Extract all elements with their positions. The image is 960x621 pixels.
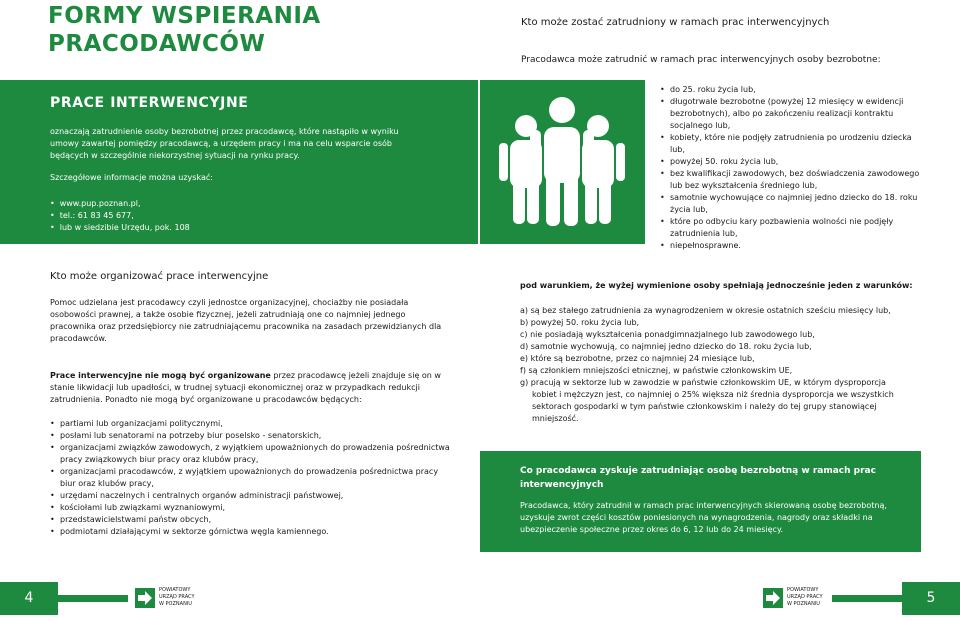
people-group-icon <box>494 92 630 232</box>
list-item: • samotnie wychowujące co najmniej jedno dziecko do 18. roku życia lub, <box>660 192 925 216</box>
benefits-text: Pracodawca, który zatrudnił w ramach prac interwencyjnych skierowaną osobę bezrobotną, uzyskuje zwrot części kosztów poniesionych na wynagrodzenia, nagrody oraz składki na ubezpieczenie społeczne przez okres do 6, 12 lub do 24 miesięcy. <box>520 501 887 534</box>
list-item: d) samotnie wychowują, co najmniej jedno dziecko do 18. roku życia lub, <box>520 342 812 351</box>
intro-panel-title: PRACE INTERWENCYJNE <box>50 95 249 111</box>
logo-text <box>787 587 823 608</box>
list-item: • niepełnosprawne. <box>660 240 925 252</box>
list-item: • partiami lub organizacjami politycznymi, <box>50 418 450 430</box>
logo-text <box>159 587 195 608</box>
intro-panel-description: oznaczają zatrudnienie osoby bezrobotnej przez pracodawcę, które nastąpiło w wyniku umowy zawartej pomiędzy pracodawcą, a urzędem pracy i ma na celu wsparcie osób będących w szczególnie niekorzystnej sytuacji na rynku pracy. <box>50 127 399 160</box>
pup-logo-right <box>763 585 833 615</box>
logo-line: POWIATOWY <box>159 587 191 593</box>
page-title: FORMY WSPIERANIA PRACODAWCÓW <box>48 3 321 57</box>
conditions-title: pod warunkiem, że wyżej wymienione osoby spełniają jednocześnie jeden z warunków: <box>520 281 913 290</box>
list-item: f) są członkiem mniejszości etnicznej, w państwie członkowskim UE, <box>520 366 793 375</box>
list-item: b) powyżej 50. roku życia lub, <box>520 318 640 327</box>
page-number-left: 4 <box>0 582 58 615</box>
list-item: • kobiety, które nie podjęły zatrudnienia po urodzeniu dziecka lub, <box>660 132 925 156</box>
benefits-title: Co pracodawca zyskuje zatrudniając osobę bezrobotną w ramach prac interwencyjnych <box>520 466 876 490</box>
conditions-list <box>520 305 900 425</box>
logo-line: W POZNANIU <box>787 601 820 607</box>
list-item: • kościołami lub związkami wyznaniowymi, <box>50 502 450 514</box>
list-item: g) pracują w sektorze lub w zawodzie w państwie członkowskim UE, w którym dysproporcja kobiet i mężczyzn jest, co najmniej o 25% większa niż średnia dysproporcja we wszystkich sektorach gospodarki w tym państwie członkowskim i należy do tej grupy stanowiącej mniejszość. <box>520 378 894 423</box>
contact-phone: • tel.: 61 83 45 677, <box>50 210 190 222</box>
arrow-logo-icon <box>763 588 783 608</box>
footer-bar-left <box>58 595 128 602</box>
list-item: • podmiotami działającymi w sektorze górnictwa węgla kamiennego. <box>50 526 450 538</box>
list-item: • przedstawicielstwami państw obcych, <box>50 514 450 526</box>
list-item: • organizacjami związków zawodowych, z wyjątkiem upoważnionych do prowadzenia pośrednictwa pracy związkowych biur pracy oraz klubów pracy, <box>50 442 450 466</box>
excluded-employers-list <box>50 418 450 538</box>
more-info-label: Szczegółowe informacje można uzyskać: <box>50 173 213 182</box>
people-icon-panel <box>480 80 645 244</box>
arrow-logo-icon <box>135 588 155 608</box>
list-item: • długotrwale bezrobotne (powyżej 12 miesięcy w ewidencji bezrobotnych), albo po zakończeniu realizacji kontraktu socjalnego lub, <box>660 96 925 132</box>
intro-panel <box>0 80 478 244</box>
benefits-panel <box>480 451 921 552</box>
eligible-list <box>660 84 925 252</box>
restriction-emphasis: Prace interwencyjne nie mogą być organizowane <box>50 371 271 380</box>
contact-list <box>50 198 190 234</box>
list-item: • bez kwalifikacji zawodowych, bez doświadczenia zawodowego lub bez wykształcenia średniego lub, <box>660 168 925 192</box>
list-item: • które po odbyciu kary pozbawienia wolności nie podjęły zatrudnienia lub, <box>660 216 925 240</box>
list-item: • do 25. roku życia lub, <box>660 84 925 96</box>
logo-line: URZĄD PRACY <box>787 594 823 600</box>
eligible-section-intro: Pracodawca może zatrudnić w ramach prac interwencyjnych osoby bezrobotne: <box>521 55 881 65</box>
logo-line: POWIATOWY <box>787 587 819 593</box>
logo-line: W POZNANIU <box>159 601 192 607</box>
pup-logo-left <box>135 585 205 615</box>
list-item: • urzędami naczelnych i centralnych organów administracji państwowej, <box>50 490 450 502</box>
restriction-paragraph <box>50 370 450 406</box>
list-item: • powyżej 50. roku życia lub, <box>660 156 925 168</box>
footer-bar-right <box>832 595 902 602</box>
organizer-section-title: Kto może organizować prace interwencyjne <box>50 271 269 282</box>
restriction-text: przez pracodawcę jeżeli znajduje się on w stanie likwidacji lub upadłości, w trudnej sytuacji ekonomicznej oraz w przypadkach redukcji zatrudnienia. Ponadto nie mogą być organizowane u pracodawców będących: <box>50 371 441 404</box>
contact-office: • lub w siedzibie Urzędu, pok. 108 <box>50 222 190 234</box>
contact-website[interactable]: • www.pup.poznan.pl, <box>50 198 190 210</box>
list-item: a) są bez stałego zatrudnienia za wynagrodzeniem w okresie ostatnich sześciu miesięcy lub, <box>520 306 891 315</box>
list-item: c) nie posiadają wykształcenia ponadgimnazjalnego lub zawodowego lub, <box>520 330 815 339</box>
organizer-paragraph: Pomoc udzielana jest pracodawcy czyli jednostce organizacyjnej, chociażby nie posiadała osobowości prawnej, a także osobie fizycznej, jeżeli zatrudniają one co najmniej jednego pracownika oraz przedsiębiorcy nie zatrudniającemu pracownika na zasadach przewidzianych dla pracodawców. <box>50 298 442 343</box>
eligible-section-title: Kto może zostać zatrudniony w ramach prac interwencyjnych <box>521 17 830 28</box>
logo-line: URZĄD PRACY <box>159 594 195 600</box>
list-item: • organizacjami pracodawców, z wyjątkiem upoważnionych do prowadzenia pośrednictwa pracy biur oraz klubów pracy, <box>50 466 450 490</box>
list-item: • posłami lub senatorami na potrzeby biur poselsko - senatorskich, <box>50 430 450 442</box>
list-item: e) które są bezrobotne, przez co najmniej 24 miesiące lub, <box>520 354 755 363</box>
page-number-right: 5 <box>902 582 960 615</box>
